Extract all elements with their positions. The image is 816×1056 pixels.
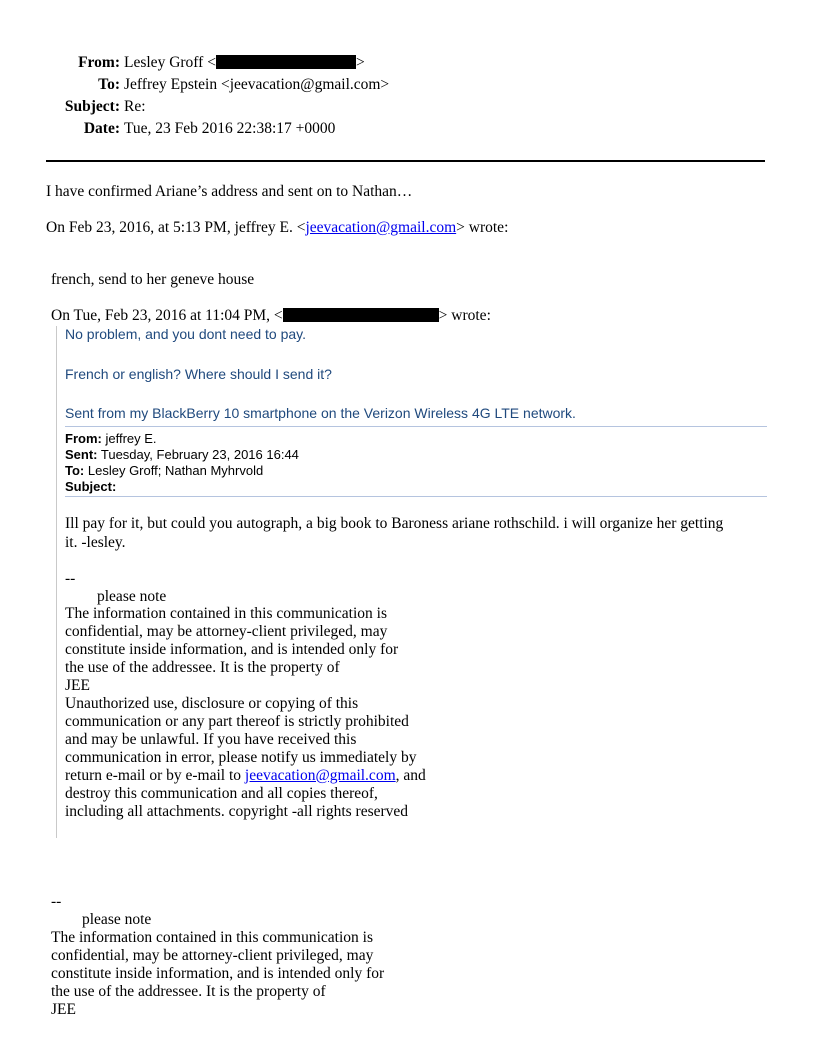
outlook-to-value: Lesley Groff; Nathan Myhrvold (87, 463, 264, 478)
reply2-prefix: On Tue, Feb 23, 2016 at 11:04 PM, < (51, 307, 283, 324)
footer-sig-dash: -- (51, 893, 62, 910)
quoted-message (56, 326, 769, 838)
quoted-message-line-2: it. -lesley. (65, 534, 126, 551)
outlook-header (65, 431, 765, 495)
outlook-from-label: From: (65, 431, 102, 446)
quoted-sig-dash: -- (65, 570, 76, 587)
from-label: From: (78, 54, 120, 71)
sig-line: including all attachments. copyright -all rights reserved (65, 803, 409, 820)
sig-line: The information contained in this communication is (65, 605, 387, 622)
body-line-confirmed: I have confirmed Ariane’s address and sent on to Nathan… (46, 183, 413, 200)
sig-line: communication or any part thereof is strictly prohibited (65, 713, 409, 730)
quoted-line-french-english: French or english? Where should I send it? (65, 366, 332, 382)
outlook-to-label: To: (65, 463, 85, 478)
sig-email-prefix: return e-mail or by e-mail to (65, 767, 245, 784)
outlook-subject (65, 479, 765, 495)
sig-email-link[interactable]: jeevacation@gmail.com (244, 767, 396, 784)
from-row (46, 52, 365, 74)
subject-value: Re: (124, 98, 146, 115)
subject-row (46, 96, 146, 118)
footer-sig-disclaimer (51, 929, 384, 1019)
reply-attribution-2 (51, 307, 491, 325)
reply-attribution-1 (46, 219, 508, 237)
outlook-sent-label: Sent: (65, 447, 98, 462)
reply1-email-link[interactable]: jeevacation@gmail.com (305, 219, 457, 236)
reply1-prefix: On Feb 23, 2016, at 5:13 PM, jeffrey E. < (46, 219, 306, 236)
sig-line: destroy this communication and all copies thereof, (65, 785, 378, 802)
header-divider (46, 160, 765, 162)
sig-line: Unauthorized use, disclosure or copying of this (65, 695, 359, 712)
footer-sig-line: The information contained in this communication is (51, 929, 373, 946)
outlook-subject-label: Subject: (65, 479, 117, 494)
body-line-french: french, send to her geneve house (51, 271, 255, 288)
redaction-box (216, 55, 356, 69)
date-value: Tue, 23 Feb 2016 22:38:17 +0000 (124, 120, 336, 137)
to-row (46, 74, 389, 96)
footer-sig-note: please note (82, 911, 152, 928)
sig-email-suffix: , and (395, 767, 426, 784)
to-value: Jeffrey Epstein <jeevacation@gmail.com> (124, 76, 390, 93)
footer-sig-line: the use of the addressee. It is the property of (51, 983, 326, 1000)
sig-line: confidential, may be attorney-client privileged, may (65, 623, 388, 640)
sig-line: JEE (65, 677, 90, 694)
reply2-suffix: > wrote: (438, 307, 491, 324)
quoted-sig-disclaimer (65, 605, 426, 821)
footer-sig-line: constitute inside information, and is intended only for (51, 965, 385, 982)
sig-line-email (65, 767, 426, 785)
quoted-message-line-1: Ill pay for it, but could you autograph, a big book to Baroness ariane rothschild. i will organize her getting (65, 515, 724, 532)
outlook-from-value: jeffrey E. (105, 431, 157, 446)
sig-line: the use of the addressee. It is the property of (65, 659, 340, 676)
outlook-sent-value: Tuesday, February 23, 2016 16:44 (100, 447, 299, 462)
sig-line: and may be unlawful. If you have received this (65, 731, 357, 748)
redaction-box (283, 308, 439, 322)
footer-sig-line: confidential, may be attorney-client privileged, may (51, 947, 374, 964)
date-label: Date: (83, 120, 120, 137)
outlook-divider-top (65, 426, 767, 427)
footer-sig-line: JEE (51, 1001, 76, 1018)
outlook-from (65, 431, 765, 447)
quoted-sig-note: please note (97, 588, 167, 605)
outlook-sent (65, 447, 765, 463)
outlook-to (65, 463, 765, 479)
quoted-line-no-problem: No problem, and you dont need to pay. (65, 326, 307, 342)
sig-line: constitute inside information, and is intended only for (65, 641, 399, 658)
sig-line: communication in error, please notify us immediately by (65, 749, 417, 766)
quoted-line-blackberry: Sent from my BlackBerry 10 smartphone on the Verizon Wireless 4G LTE network. (65, 405, 576, 421)
to-label: To: (98, 76, 120, 93)
reply1-suffix: > wrote: (456, 219, 509, 236)
from-value: Lesley Groff < (124, 54, 216, 71)
date-row (46, 118, 335, 140)
from-value-end: > (355, 54, 365, 71)
subject-label: Subject: (64, 98, 120, 115)
outlook-divider-bottom (65, 496, 767, 497)
